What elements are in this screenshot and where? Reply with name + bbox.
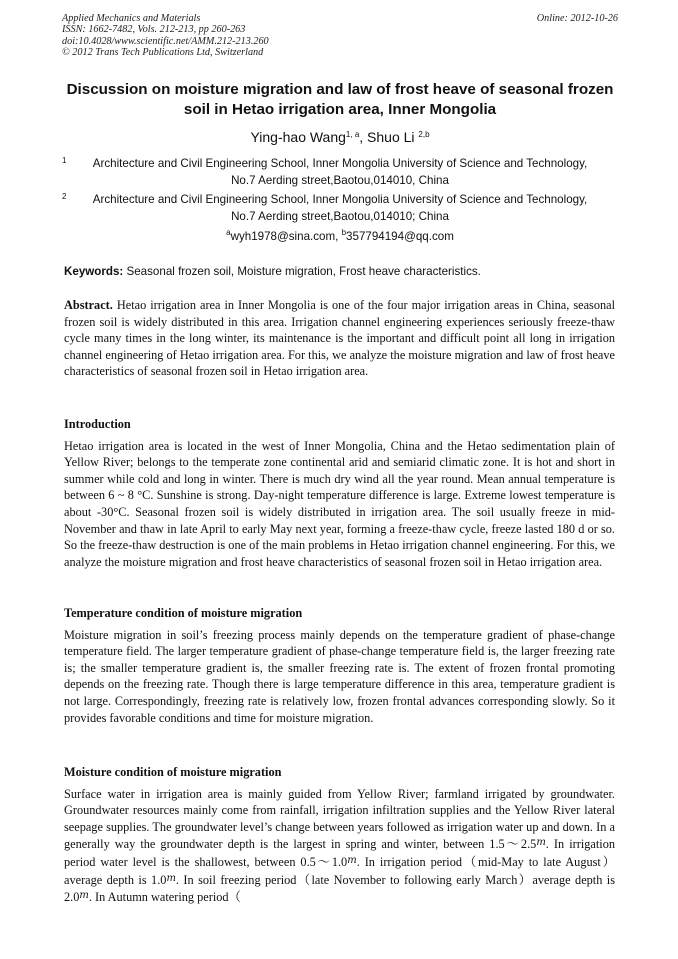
paragraph-text: Surface water in irrigation area is mainly guided from Yellow River; farmland irrigated by groundwater. Groundwater resources mainly come from rainfall, irrigation infiltration supplies and the Yellow River lateral seepage supplies. The groundwater level’s change between years followed as irrigation water up and down. In a generally way the groundwater depth is the largest in spring and winter, between 1.5～2.5	[64, 786, 615, 852]
paragraph-text: . In irrigation period water level is the shallowest, between 0.5～1.0	[64, 837, 615, 869]
abstract-text: Hetao irrigation area in Inner Mongolia is one of the four major irrigation areas in China, seasonal frozen soil is widely distributed in this area. Irrigation channel engineering experiences seriously freeze-thaw cycle many times in the long winter, its maintenance is the important and difficult point all long in irrigation channel engineering of Hetao irrigation area. For this, we analyze the moisture migration and law of frost heave characteristics of seasonal frozen soil in Hetao irrigation area.	[64, 298, 615, 379]
author-affiliation-mark: 2,b	[418, 130, 430, 139]
section-paragraph: Moisture migration in soil’s freezing process mainly depends on the temperature gradient of phase-change temperature field. The larger temperature gradient of phase-change temperature field is, the larger freezing rate is; the smaller temperature gradient is, the smaller freezing rate is. The extent of frozen frontal promoting depends on the freezing rate. Though there is large temperature difference in this area, temperature gradient is not large. Correspondingly, freezing rate is relatively low, frozen frontal advances corresponding slowly. So it provides favorable conditions and time for moisture migration.	[64, 627, 615, 725]
affiliation-line: Architecture and Civil Engineering School, Inner Mongolia University of Science and Technology,	[92, 157, 588, 170]
section-heading: Temperature condition of moisture migration	[64, 606, 303, 620]
paper-title: Discussion on moisture migration and law of frost heave of seasonal frozen soil in Hetao irrigation area, Inner Mongolia	[66, 81, 614, 118]
affiliation-number: 1	[62, 156, 67, 165]
affiliation-number: 2	[62, 192, 67, 201]
copyright-line: © 2012 Trans Tech Publications Ltd, Switzerland	[62, 47, 264, 59]
journal-name: Applied Mechanics and Materials	[62, 13, 201, 24]
affiliation-line: No.7 Aerding street,Baotou,014010, China	[231, 174, 449, 187]
keywords	[64, 263, 618, 280]
unit-symbol: m	[79, 890, 89, 902]
journal-header	[62, 13, 618, 59]
email-mark: a	[226, 228, 231, 237]
affiliation-line: Architecture and Civil Engineering School, Inner Mongolia University of Science and Technology,	[92, 193, 588, 206]
paragraph-text: . In soil freezing period（late November to following early March）average depth is 2.0	[64, 872, 615, 905]
email-mark: b	[341, 228, 347, 237]
author-list	[62, 128, 618, 146]
section-paragraph: Hetao irrigation area is located in the west of Inner Mongolia, China and the Hetao sedimentation plain of Yellow River; belongs to the temperate zone continental arid and semiarid climatic zone. It is hot and short in summer while cold and long in winter. There is much dry wind all the year round. Mean annual temperature is between 6 ~ 8 °C. Sunshine is strong. Day-night temperature difference is large. Extreme lowest temperature is about -30°C. Seasonal frozen soil is widely distributed in irrigation area. The soil usually freeze in mid-November and thaw in late April to early May next year, forming a freeze-thaw cycle, freeze lasted 180 d or so. So the freeze-thaw destruction is one of the main problems in Hetao irrigation channel engineering. For this, we analyze the moisture migration and frost heave characteristics of seasonal frozen soil in Hetao irrigation area.	[64, 438, 615, 569]
paragraph-text: . In Autumn watering period（	[88, 890, 241, 905]
author-name: Shuo Li	[367, 129, 419, 145]
affiliation	[62, 155, 618, 189]
author-name: Ying-hao Wang	[250, 129, 346, 145]
author-affiliation-mark: 1, a	[345, 130, 360, 139]
section-heading: Introduction	[64, 417, 131, 431]
affiliation-line: No.7 Aerding street,Baotou,014010; China	[231, 210, 449, 223]
section-introduction	[64, 416, 615, 570]
section-moisture-condition	[64, 764, 615, 906]
email-address: wyh1978@sina.com,	[230, 230, 342, 243]
keywords-text: Seasonal frozen soil, Moisture migration, Frost heave characteristics.	[123, 265, 481, 278]
keywords-label: Keywords:	[64, 265, 124, 278]
section-heading: Moisture condition of moisture migration	[64, 765, 282, 779]
author-separator: ,	[359, 129, 368, 145]
issn-line: ISSN: 1662-7482, Vols. 212-213, pp 260-263	[62, 24, 246, 36]
doi-line: doi:10.4028/www.scientific.net/AMM.212-213.260	[62, 35, 269, 47]
unit-symbol: m	[347, 854, 357, 866]
section-paragraph	[64, 786, 615, 906]
affiliation	[62, 191, 618, 225]
abstract	[64, 297, 615, 380]
section-temperature-condition	[64, 605, 615, 726]
email-address: 357794194@qq.com	[346, 230, 454, 243]
online-date: Online: 2012-10-26	[536, 13, 618, 24]
email-line	[62, 228, 618, 245]
paragraph-text: . In irrigation period（mid-May to late August）average depth is 1.0	[64, 854, 615, 887]
unit-symbol: m	[536, 837, 546, 849]
unit-symbol: m	[166, 872, 176, 884]
abstract-label: Abstract.	[64, 298, 113, 312]
